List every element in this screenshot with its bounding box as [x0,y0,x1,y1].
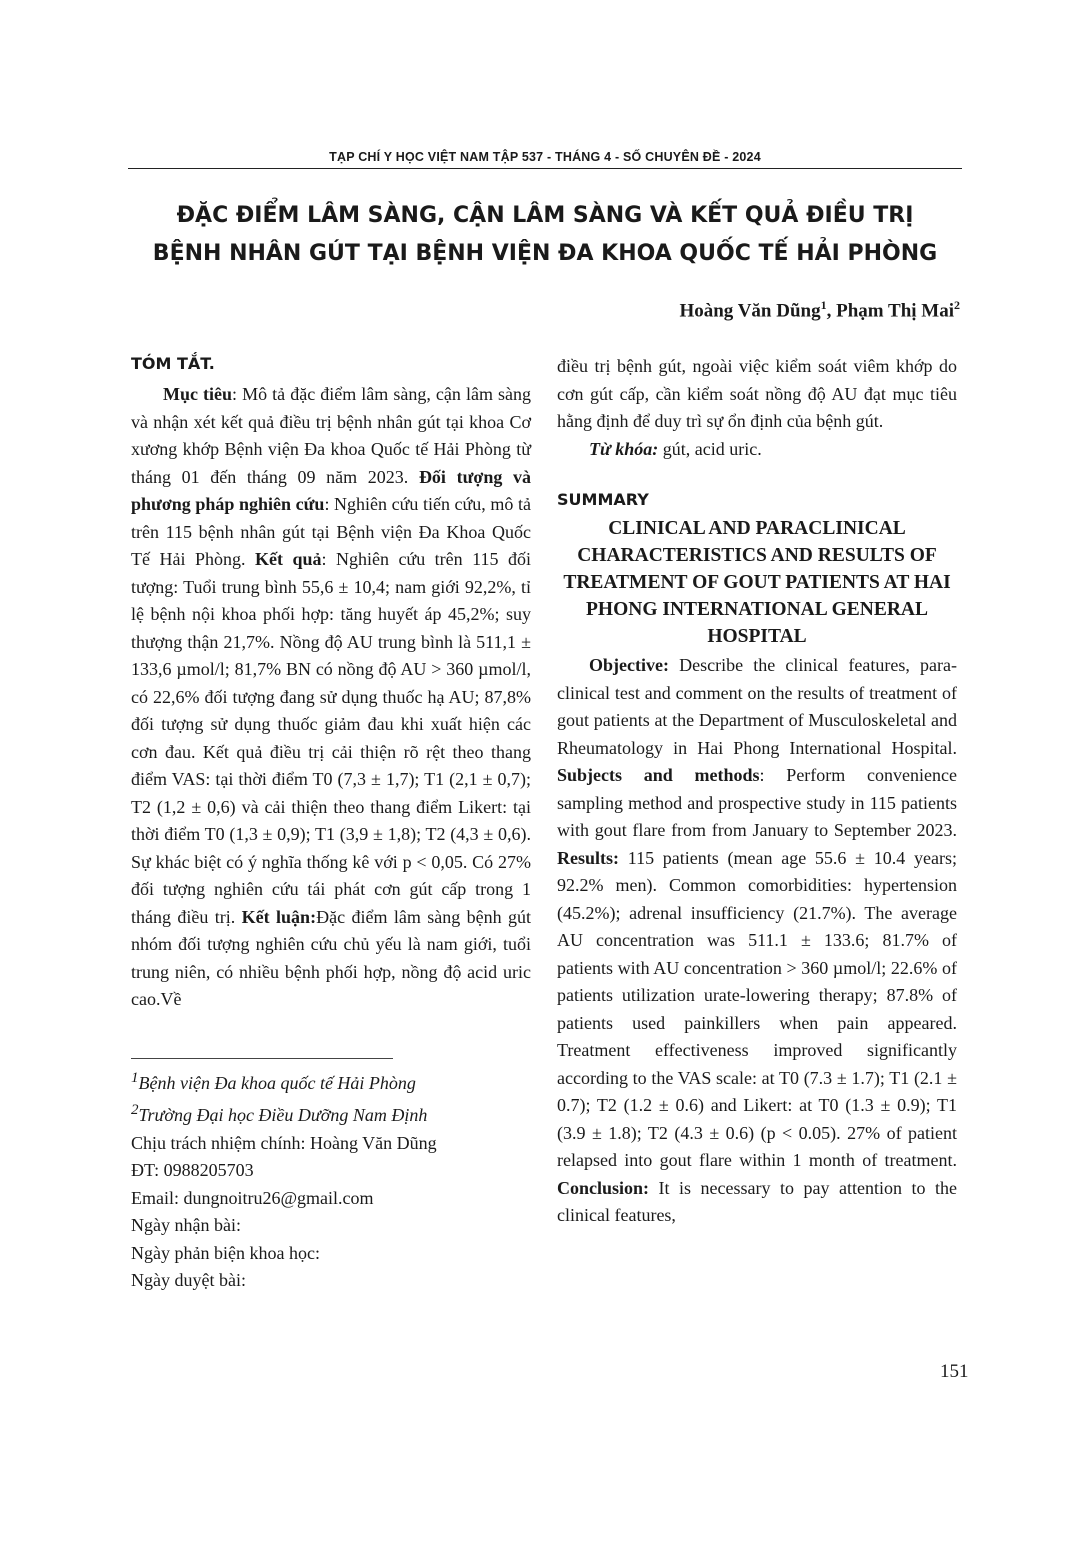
english-title: CLINICAL AND PARACLINICAL CHARACTERISTICS AND RESULTS OF TREATMENT OF GOUT PATIENTS AT HAI PHONG INTERNATIONAL GENERAL HOSPITAL [563,518,951,647]
methods-label-en: Subjects and methods [557,765,760,785]
objective-text-vi: : Mô tả đặc điểm lâm sàng, cận lâm sàng và nhận xét kết quả điều trị bệnh nhân gút tại khoa Cơ xương khớp Bệnh viện Đa khoa Quốc tế Hải Phòng từ tháng 01 đến tháng 09 năm 2023. [131,384,531,487]
author-1-affiliation: 1 [820,298,827,312]
author-2-affiliation: 2 [954,298,960,312]
abstract-vi-heading: TÓM TẮT. [131,354,215,373]
date-received: Ngày nhận bài: [131,1215,241,1235]
footnote-rule [131,1058,393,1059]
phone: ĐT: 0988205703 [131,1160,254,1180]
date-accepted: Ngày duyệt bài: [131,1270,246,1290]
abstract-vi-body [131,381,531,1014]
methods-text-vi: : Nghiên cứu tiến cứu, mô tả trên 115 bệnh nhân gút tại Bệnh viện Đa Khoa Quốc Tế Hải Phòng. [131,494,531,569]
header-rule [128,168,962,169]
conclusion-text-vi-part1: Đặc điểm lâm sàng bệnh gút nhóm đối tượng nghiên cứu chủ yếu là nam giới, tuổi trung niên, có nhiều bệnh phối hợp, nồng độ acid uric cao.Về [131,906,531,1009]
summary-heading: SUMMARY [557,490,649,509]
results-label-vi: Kết quả [254,549,322,569]
objective-text-en: Describe the clinical features, para-clinical test and comment on the results of treatment of gout patients at the Department of Musculoskeletal and Rheumatology in Hai Phong International Hospital. [557,655,957,758]
objective-label-vi: Mục tiêu [163,384,233,404]
footnotes [131,1065,531,1295]
title-line-1: ĐẶC ĐIỂM LÂM SÀNG, CẬN LÂM SÀNG VÀ KẾT QUẢ ĐIỀU TRỊ [176,203,914,228]
methods-label-vi: Đối tượng và phương pháp nghiên cứu [131,466,531,514]
affiliation-2: $^2$Trường Đại học Điều Dưỡng Nam Định [131,1102,428,1125]
affiliation-1: $^1$Bệnh viện Đa khoa quốc tế Hải Phòng [131,1069,416,1093]
article-title [128,197,962,273]
keywords-label: Từ khóa: [589,438,659,459]
conclusion-text-en: It is necessary to pay attention to the clinical features, [557,1177,957,1225]
page-number: 151 [940,1361,969,1382]
methods-text-en: : Perform convenience sampling method and prospective study in 115 patients with gout flare from from January to September 2023. [557,765,957,840]
right-column [557,353,957,1230]
conclusion-label-en: Conclusion: [557,1177,650,1198]
objective-label-en: Objective: [589,655,669,675]
conclusion-label-vi: Kết luận: [241,906,317,927]
results-text-en: 115 patients (mean age 55.6 ± 10.4 years; 92.2% men). Common comorbidities: hypertension (45.2%); adrenal insufficiency (21.7%). The average AU concentration was 511.1 ± 133.6; 81.7% of patients with AU concentration > 360 µmol/l; 22.6% of patients utilization urate-lowering therapy; 87.8% of patients used painkillers when pain appeared. Treatment effectiveness improved significantly according to the VAS scale: at T0 (7.3 ± 1.7); T1 (2.1 ± 0.7); T2 (1.2 ± 0.6) and Likert: at T0 (1.3 ± 0.9); T1 (3.9 ± 1.8); T2 (4.3 ± 0.6) (p < 0.05). 27% of patient relapsed into gout flare within 1 month of treatment. [557,847,957,1170]
email: Email: dungnoitru26@gmail.com [131,1187,374,1208]
results-text-vi: : Nghiên cứu trên 115 đối tượng: Tuổi trung bình 55,6 ± 10,4; nam giới 92,2%, tỉ lệ bệnh nội khoa phối hợp: tăng huyết áp 45,2%; suy thượng thận 21,7%. Nồng độ AU trung bình là 511,1 ± 133,6 µmol/l; 81,7% BN có nồng độ AU > 360 µmol/l, có 22,6% đối tượng đang sử dụng thuốc hạ AU; 87,8% đối tượng sử dụng thuốc giảm đau khi xuất hiện các cơn đau. Kết quả điều trị cải thiện rõ rệt theo thang điểm VAS: tại thời điểm T0 (7,3 ± 1,7); T1 (2,1 ± 0,7); T2 (1,2 ± 0,6) và cải thiện theo thang điểm Likert: tại thời điểm T0 (1,3 ± 0,9); T1 (3,9 ± 1,8); T2 (4,3 ± 0,6). Sự khác biệt có ý nghĩa thống kê với p < 0,05. Có 27% đối tượng nghiên cứu tái phát cơn gút cấp trong 1 tháng điều trị. [131,549,531,927]
author-list [679,298,960,322]
title-line-2: BỆNH NHÂN GÚT TẠI BỆNH VIỆN ĐA KHOA QUỐC TẾ HẢI PHÒNG [152,241,938,266]
author-separator: , [826,300,837,322]
keywords [557,436,957,464]
left-column [131,353,531,1295]
keywords-text: gút, acid uric. [658,438,762,459]
author-2: Phạm Thị Mai [836,300,954,322]
date-reviewed: Ngày phản biện khoa học: [131,1242,320,1263]
author-1: Hoàng Văn Dũng [679,300,821,322]
conclusion-text-vi-part2: điều trị bệnh gút, ngoài việc kiểm soát viêm khớp do cơn gút cấp, cần kiểm soát nồng độ AU đạt mục tiêu hằng định để duy trì sự ổn định của bệnh gút. [557,356,957,431]
summary-body [557,652,957,1230]
results-label-en: Results: [557,847,619,868]
corresponding-author: Chịu trách nhiệm chính: Hoàng Văn Dũng [131,1132,437,1153]
journal-header: TẠP CHÍ Y HỌC VIỆT NAM TẬP 537 - THÁNG 4 - SỐ CHUYÊN ĐỀ - 2024 [329,150,761,164]
